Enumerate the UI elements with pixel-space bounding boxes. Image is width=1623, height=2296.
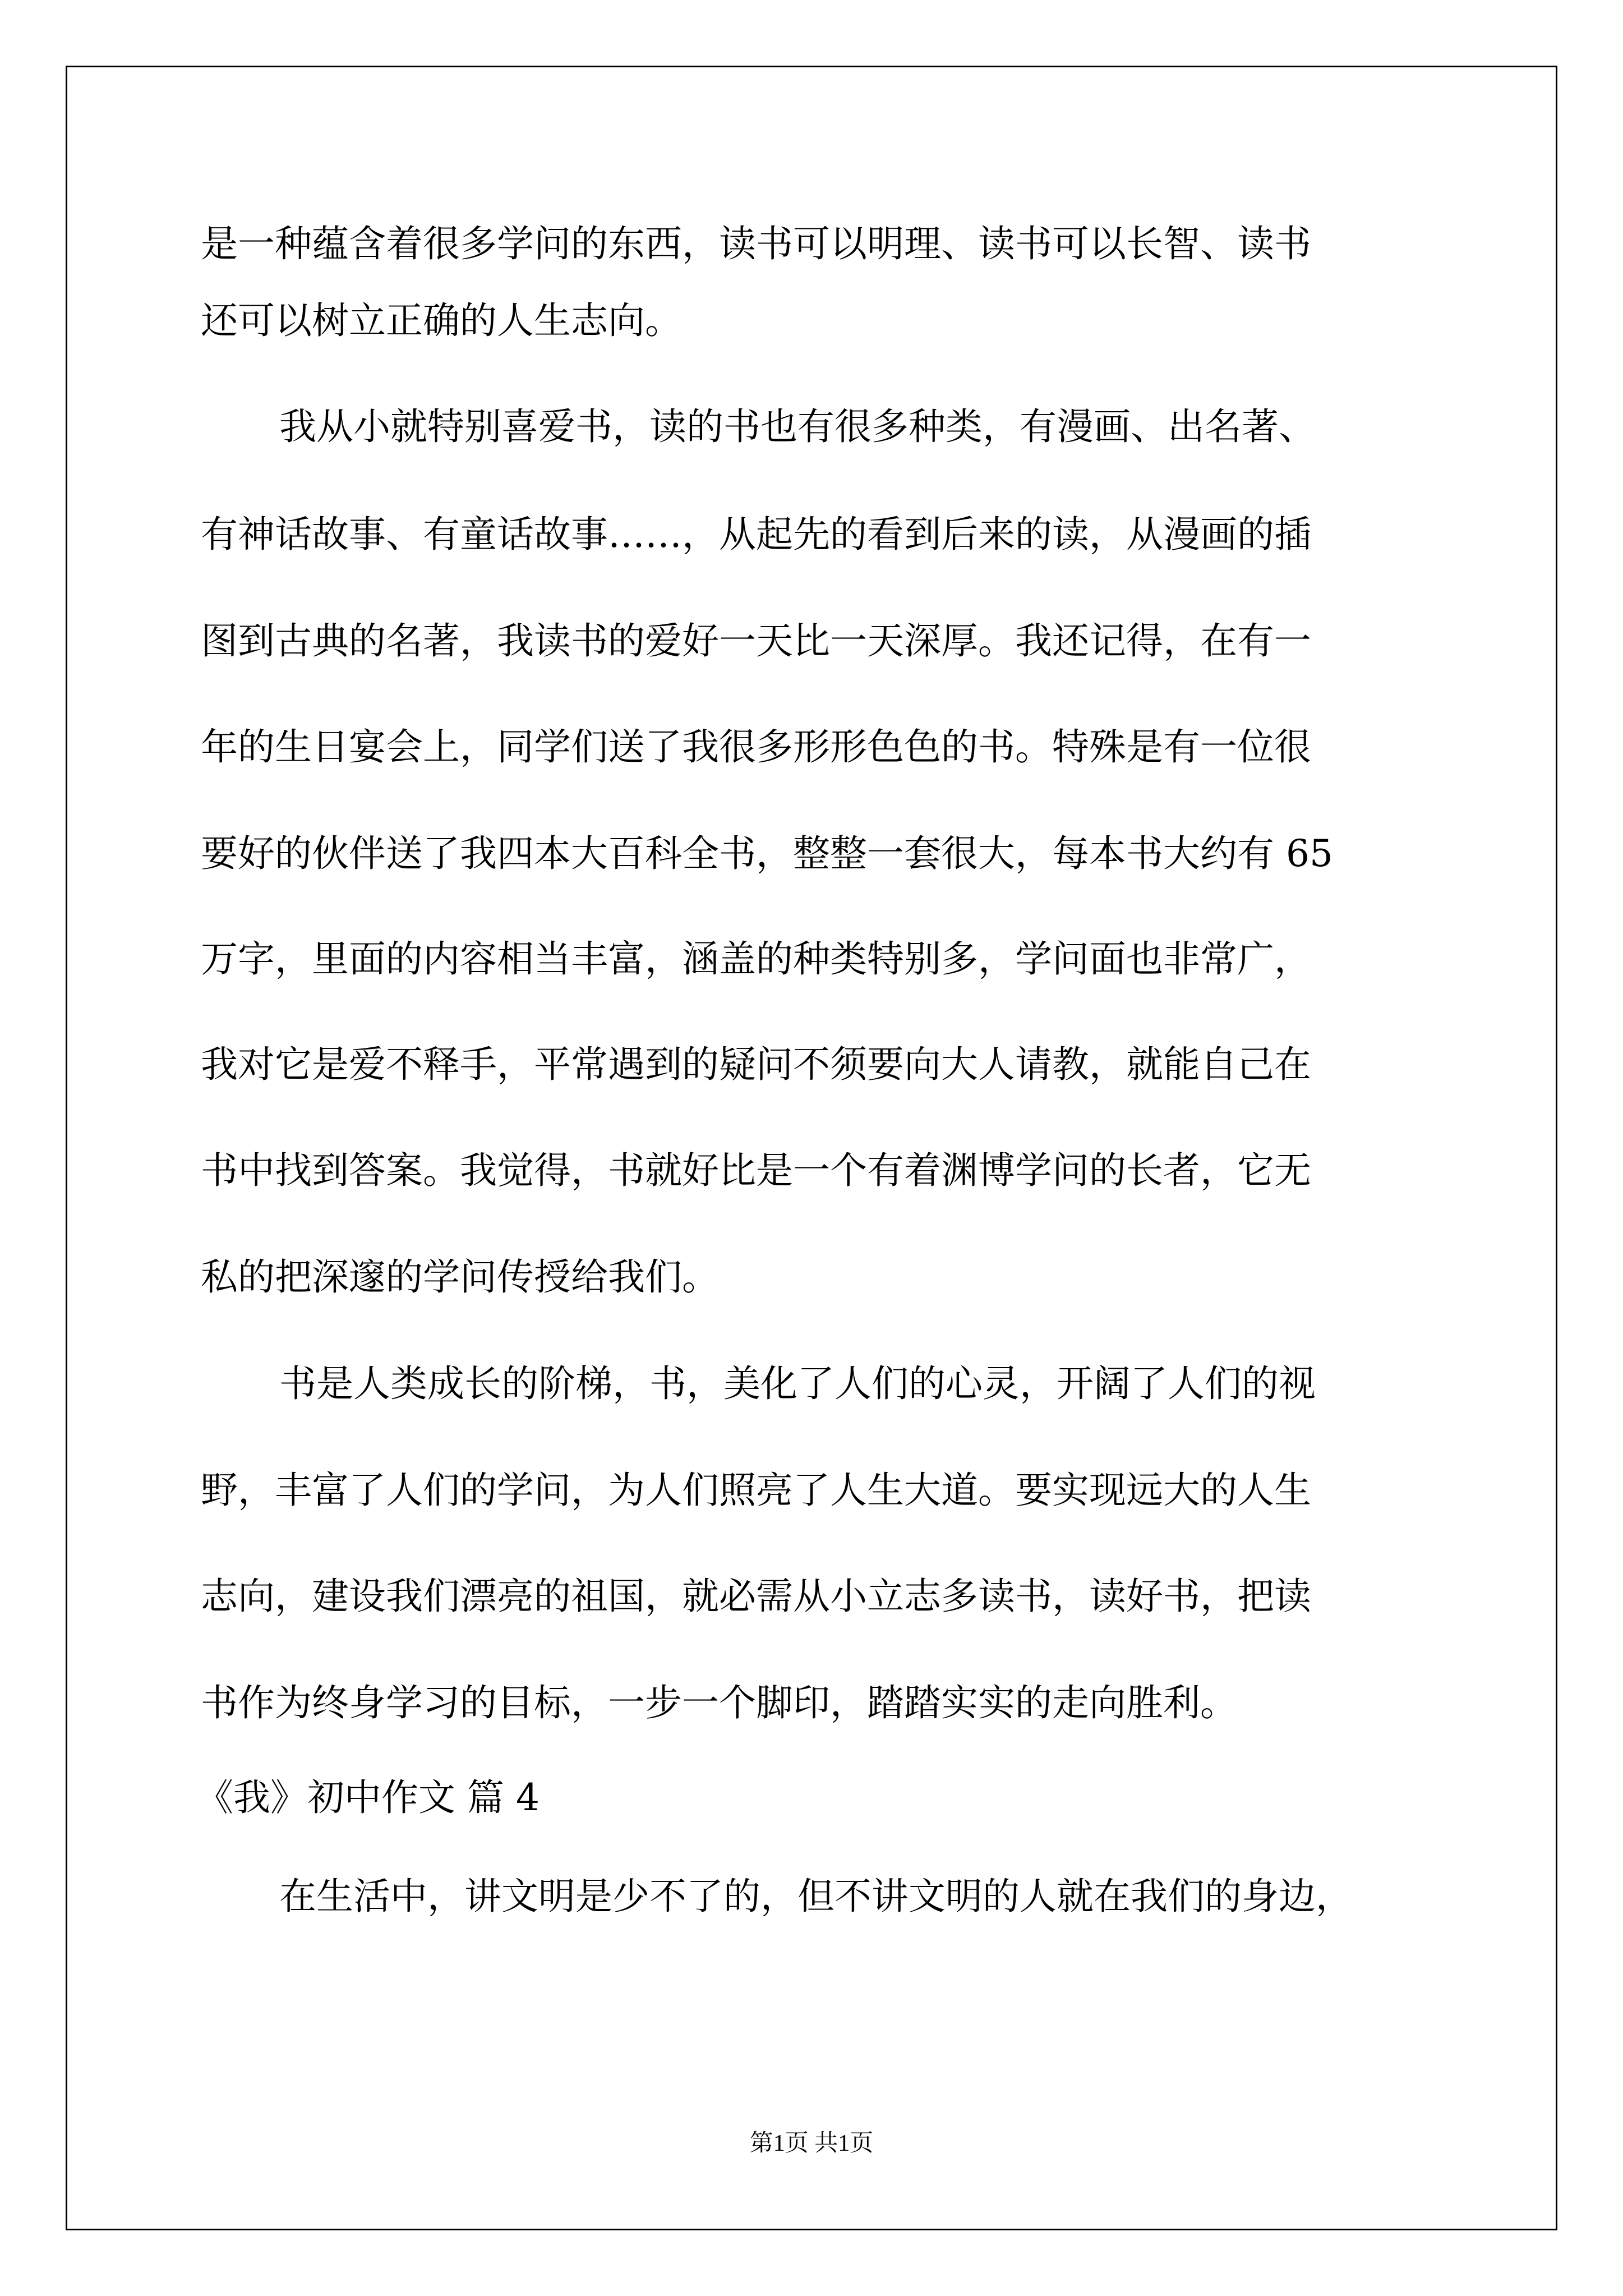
page-footer: 第1页 共1页	[749, 2131, 874, 2156]
text-line: 志向，建设我们漂亮的祖国，就必需从小立志多读书，读好书，把读	[201, 1575, 1311, 1618]
text-line: 万字，里面的内容相当丰富，涵盖的种类特别多，学问面也非常广，	[201, 937, 1311, 981]
text-line: 书中找到答案。我觉得，书就好比是一个有着渊博学问的长者，它无	[201, 1149, 1311, 1192]
text-line: 年的生日宴会上，同学们送了我很多形形色色的书。特殊是有一位很	[201, 725, 1311, 769]
text-line: 书作为终身学习的目标，一步一个脚印，踏踏实实的走向胜利。	[201, 1681, 1237, 1724]
text-line: 有神话故事、有童话故事……，从起先的看到后来的读，从漫画的插	[201, 513, 1311, 556]
text-line: 书是人类成长的阶梯，书，美化了人们的心灵，开阔了人们的视	[279, 1362, 1316, 1405]
text-line: 在生活中，讲文明是少不了的，但不讲文明的人就在我们的身边，	[279, 1875, 1353, 1918]
text-line: 是一种蕴含着很多学问的东西，读书可以明理、读书可以长智、读书	[201, 222, 1311, 265]
text-line: 还可以树立正确的人生志向。	[201, 299, 682, 342]
text-line: 我从小就特别喜爱书，读的书也有很多种类，有漫画、出名著、	[279, 405, 1316, 448]
text-line: 野，丰富了人们的学问，为人们照亮了人生大道。要实现远大的人生	[201, 1469, 1311, 1512]
text-line: 私的把深邃的学问传授给我们。	[201, 1255, 719, 1299]
text-line: 要好的伙伴送了我四本大百科全书，整整一套很大，每本书大约有 65	[201, 832, 1333, 875]
text-line: 我对它是爱不释手，平常遇到的疑问不须要向大人请教，就能自己在	[201, 1043, 1311, 1086]
section-heading: 《我》初中作文 篇 4	[196, 1776, 540, 1819]
text-line: 图到古典的名著，我读书的爱好一天比一天深厚。我还记得，在有一	[201, 619, 1311, 662]
